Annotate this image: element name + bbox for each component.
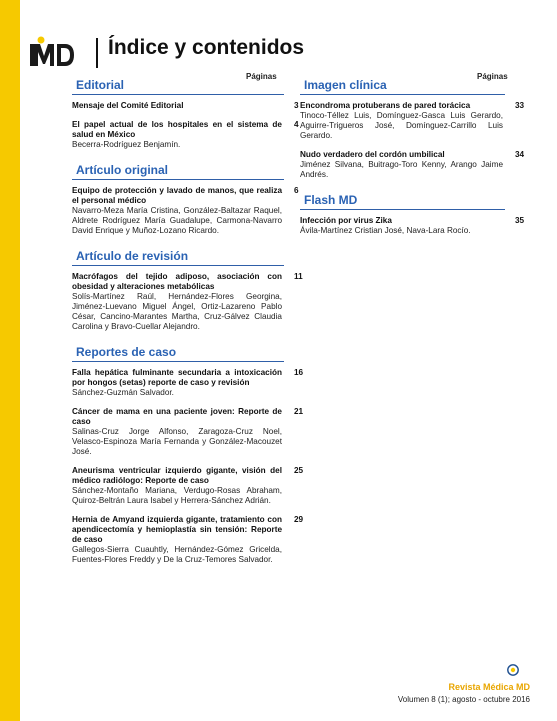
section-title: Reportes de caso <box>76 345 177 359</box>
toc-entry[interactable] <box>72 272 303 332</box>
section-title: Editorial <box>76 78 125 92</box>
entry-page: 29 <box>294 515 304 524</box>
entry-authors: Gallegos-Sierra Cuauhtly, Hernández-Gómez Gricelda, Fuentes-Flores Freddy y De la Cruz-Temores Salvador. <box>72 545 282 564</box>
entry-page: 33 <box>515 101 525 110</box>
section-title: Flash MD <box>304 193 358 207</box>
section-imagen-clinica <box>300 74 505 95</box>
toc-entry[interactable] <box>300 150 525 180</box>
toc-entry[interactable] <box>72 466 304 506</box>
toc-entry[interactable] <box>72 407 304 457</box>
entry-title: El papel actual de los hospitales en el sistema de salud en México <box>72 120 282 139</box>
entry-authors: Tinoco-Téllez Luis, Domínguez-Gasca Luis Gerardo, Aguirre-Trigueros José, Domínguez-Carrillo Luis Gerardo. <box>300 111 503 140</box>
right-column <box>300 72 525 245</box>
entry-page: 3 <box>294 101 299 110</box>
toc-entry[interactable] <box>72 120 299 150</box>
entry-page: 11 <box>294 272 303 281</box>
page-title: Índice y contenidos <box>108 36 305 59</box>
entry-title: Macrófagos del tejido adiposo, asociación con obesidad y alteraciones metabólicas <box>72 272 282 291</box>
yellow-side-bar <box>0 0 20 721</box>
toc-entry[interactable] <box>72 368 304 398</box>
entry-authors: Sánchez-Guzmán Salvador. <box>72 388 174 397</box>
entry-authors: Sánchez-Montaño Mariana, Verdugo-Rosas Abraham, Quiroz-Beltrán Laura Isabel y Herrera-Sánchez Adrián. <box>72 486 282 505</box>
toc-entry[interactable] <box>300 216 525 236</box>
section-articulo-revision <box>72 245 284 266</box>
entry-authors: Becerra-Rodríguez Benjamín. <box>72 140 181 149</box>
paginas-label-right: Páginas <box>477 72 508 81</box>
entry-page: 35 <box>515 216 525 225</box>
entry-title: Cáncer de mama en una paciente joven: Reporte de caso <box>72 407 282 426</box>
entry-authors: Ávila-Martínez Cristian José, Nava-Lara Rocío. <box>300 226 471 235</box>
entry-authors: Salinas-Cruz Jorge Alfonso, Zaragoza-Cruz Noel, Velasco-Espinoza María Fernanda y González-Macouzet José. <box>72 427 282 456</box>
entry-title: Falla hepática fulminante secundaria a intoxicación por hongos (setas) reporte de caso y revisión <box>72 368 282 387</box>
footer-issue: Volumen 8 (1); agosto - octubre 2016 <box>397 695 530 704</box>
entry-authors: Jiménez Silvana, Buitrago-Toro Kenny, Arango Jaime Andrés. <box>300 160 503 179</box>
entry-page: 4 <box>294 120 299 129</box>
entry-title: Aneurisma ventricular izquierdo gigante, visión del médico radiólogo: Reporte de caso <box>72 466 282 485</box>
toc-entry[interactable] <box>72 515 304 565</box>
page-header <box>28 34 528 70</box>
footer-journal-name: Revista Médica MD <box>448 682 530 692</box>
entry-title: Infección por virus Zika <box>300 216 392 225</box>
journal-emblem-icon <box>507 663 519 675</box>
section-articulo-original <box>72 159 284 180</box>
section-editorial <box>72 74 284 95</box>
toc-entry[interactable] <box>300 101 525 141</box>
entry-page: 25 <box>294 466 304 475</box>
left-column <box>72 72 304 574</box>
entry-page: 21 <box>294 407 304 416</box>
entry-authors: Solís-Martínez Raúl, Hernández-Flores Georgina, Jiménez-Luevano Miguel Ángel, Ortiz-Lazareno Pablo César, Cancino-Marantes Martha, Cruz-Gálvez Claudia Carolina y Bravo-Cuellar Alejandro. <box>72 292 282 331</box>
header-divider <box>96 38 98 68</box>
entry-page: 6 <box>294 186 299 195</box>
section-title: Imagen clínica <box>304 78 387 92</box>
md-logo <box>28 34 76 70</box>
paginas-label-left: Páginas <box>246 72 277 81</box>
toc-entry[interactable] <box>72 186 299 236</box>
entry-title: Mensaje del Comité Editorial <box>72 101 184 110</box>
entry-title: Nudo verdadero del cordón umbilical <box>300 150 445 159</box>
entry-title: Encondroma protuberans de pared torácica <box>300 101 471 110</box>
section-reportes-caso <box>72 341 284 362</box>
entry-page: 34 <box>515 150 525 159</box>
entry-title: Equipo de protección y lavado de manos, que realiza el personal médico <box>72 186 282 205</box>
section-flash-md <box>300 189 505 210</box>
section-title: Artículo de revisión <box>76 249 189 263</box>
entry-authors: Navarro-Meza María Cristina, González-Baltazar Raquel, Aldrete Rodríguez María Guadalupe, Carmona-Navarro David Enrique y Muñoz-Lozano Ricardo. <box>72 206 282 235</box>
entry-page: 16 <box>294 368 304 377</box>
section-title: Artículo original <box>76 163 169 177</box>
toc-entry[interactable] <box>72 101 299 111</box>
entry-title: Hernia de Amyand izquierda gigante, tratamiento con apendicectomía y hemioplastía sin tensión: Reporte de caso <box>72 515 282 544</box>
